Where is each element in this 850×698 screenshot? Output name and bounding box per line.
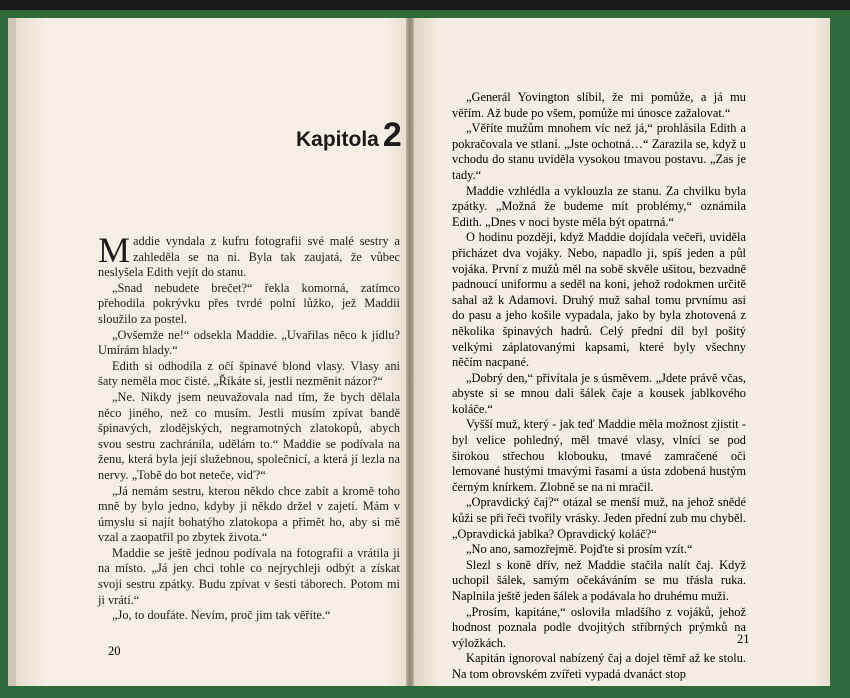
paragraph: Kapitán ignoroval nabízený čaj a dojel těmř až ke stolu. Na tom obrovském zvířeti vypadá dvanáct stop — [452, 651, 746, 681]
paragraph: „Dobrý den,“ přivítala je s úsměvem. „Jdete právě včas, abyste si se mnou dali šálek čaje a kousek jablkového koláče.“ — [452, 370, 746, 416]
paragraph: „Generál Yovington slíbil, že mi pomůže, a já mu věřím. Až bude po všem, pomůže mi únosce zažalovat.“ — [452, 90, 746, 120]
paragraph: Maddie vzhlédla a vyklouzla ze stanu. Za chvilku byla zpátky. „Možná že budeme mít problémy,“ oznámila Edith. „Dnes v noci byste měla být opatrná.“ — [452, 183, 746, 229]
paragraph: „Snad nebudete brečet?“ řekla komorná, zatímco přehodila pokrývku přes tvrdé polní lůžko, jež Maddii sloužilo za postel. — [98, 280, 400, 326]
right-page-text — [452, 90, 746, 683]
paragraph: Slezl s koně dřív, než Maddie stačila nalít čaj. Když uchopil šálek, samým očekáváním se mu třásla ruka. Naplnila ještě jeden šálek a podávala ho druhému muži. — [452, 557, 746, 603]
paragraph: Edith si odhodila z očí špinavé blond vlasy. Vlasy ani šaty neměla moc čisté. „Říkáte si, jestli nezměnit názor?“ — [98, 358, 400, 389]
paragraph: „No ano, samozřejmě. Pojďte si prosím vzít.“ — [466, 542, 693, 557]
chapter-heading — [296, 116, 402, 155]
chapter-word: Kapitola — [296, 128, 379, 151]
paragraph: Maddie vyndala z kufru fotografii své malé sestry a zahleděla se na ni. Byla tak zaujatá, že vůbec neslyšela Edith vejít do stanu. — [98, 230, 400, 280]
chapter-number: 2 — [382, 116, 402, 154]
open-book — [8, 18, 838, 690]
paragraph: Maddie se ještě jednou podívala na fotografii a vrátila ji na místo. „Já jen chci tohle co nejrychleji odbýt a získat svoji sestru zpátky. Budu zpívat v šesti táborech. Potom mi ji vrátí.“ — [98, 545, 400, 607]
paragraph: „Jo, to doufáte. Nevím, proč jim tak věříte.“ — [112, 608, 331, 623]
page-number-right: 21 — [737, 632, 750, 646]
paragraph: „Opravdický čaj?“ otázal se menší muž, na jehož snědé kůži se při řeči tvořily vrásky. Jeden přední zub mu chyběl. „Opravdická jablka? Opravdický koláč?“ — [452, 495, 746, 541]
paragraph: „Ovšemže ne!“ odsekla Maddie. „Uvařilas něco k jídlu? Umírám hlady.“ — [98, 327, 400, 358]
left-page-text — [98, 230, 400, 624]
paragraph: Vyšší muž, který - jak teď Maddie měla možnost zjistit - byl velice pohledný, měl tmavé vlasy, vlnící se pod širokou střechou klobouku, tmavé zamračené oči lemované hustými tmavými řasami a ústa zdobená hustým černým knírkem. Zlobně se na ni mračil. — [452, 417, 746, 494]
book-gutter — [406, 18, 414, 686]
paragraph: „Já nemám sestru, kterou někdo chce zabít a kromě toho mně by bylo jedno, kdyby ji někdo držel v zajetí. Mám v úmyslu si najít bohatýho zlatokopa a přimět ho, aby si mě vzal a zaopatřil po zbytek života.“ — [98, 483, 400, 545]
paragraph: O hodinu později, když Maddie dojídala večeři, uviděla přicházet dva vojáky. Nebo, napadlo ji, spíš jeden a půl vojáka. První z mužů měl na sobě skvěle ušitou, bezvadně padnoucí uniformu a seděl na koni, jehož rodokmen určitě sahal až k Adamovi. Druhý muž sahal tomu prvnímu asi do pasu a jeho košile vypadala, jako by byla zhotovená z několika špinavých hadrů. Celý přední díl byl pošitý velkými záplatovanými kapsami, které byly všechny něčím nacpané. — [452, 230, 746, 370]
paragraph: „Věříte mužům mnohem víc než já,“ prohlásila Edith a pokračovala ve stlaní. „Jste ochotná…“ Zarazila se, když u vchodu do stanu uviděla vysokou tmavou postavu. „Zas je tady.“ — [452, 121, 746, 182]
paragraph: „Ne. Nikdy jsem neuvažovala nad tím, že bych dělala něco jiného, než co musím. Jestli musím zpívat bandě špinavých, zlodějských, negramotných zlatokopů, abych svou sestru zachránila, udělám to.“ Maddie se podívala na ženu, která byla její služebnou, společnicí, a která jí lezla na nervy. „Tobě do bot neteče, viď?“ — [98, 389, 400, 482]
drop-cap: M — [98, 230, 131, 270]
page-number-left: 20 — [108, 644, 121, 658]
paragraph: „Prosím, kapitáne,“ oslovila mladšího z vojáků, jehož hodnost poznala podle dvojitých stříbrných prýmků na výložkách. — [452, 604, 746, 650]
left-page — [8, 18, 408, 686]
